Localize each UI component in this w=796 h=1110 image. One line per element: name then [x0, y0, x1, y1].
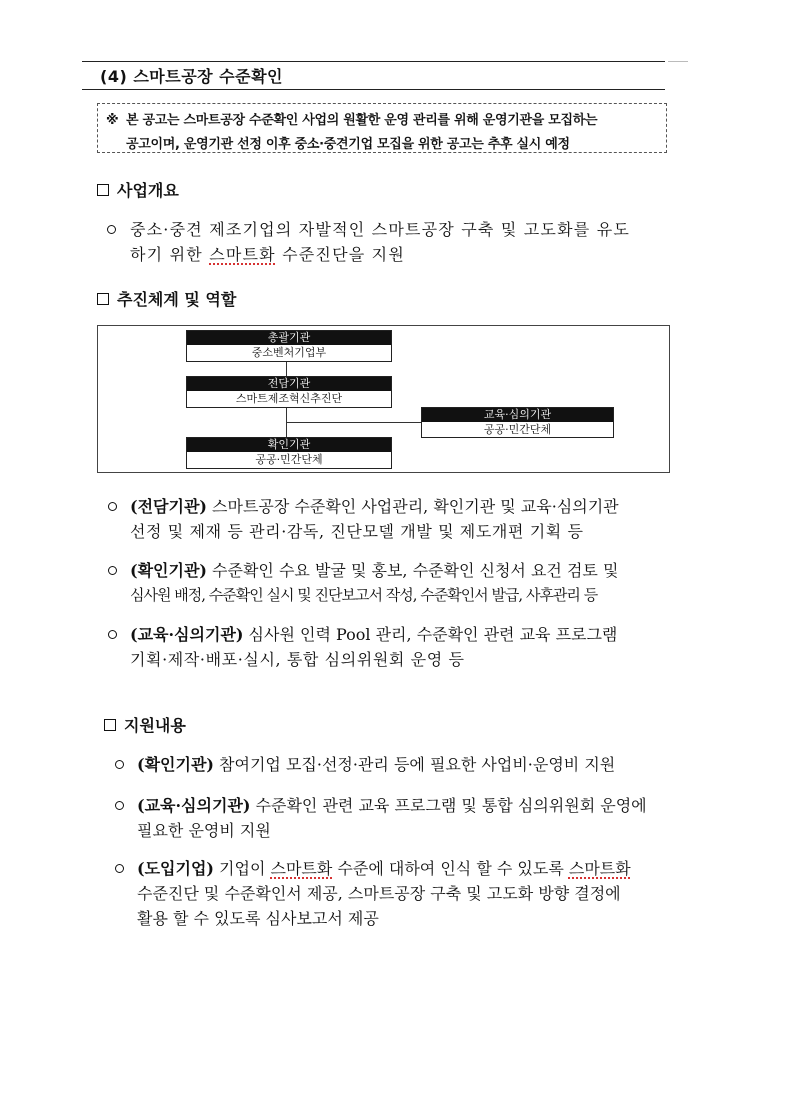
structure-heading	[97, 287, 236, 310]
overview-heading-text: 사업개요	[117, 181, 179, 200]
org-node-general-title: 총괄기관	[187, 331, 391, 345]
support-verification-label: (확인기관)	[137, 755, 214, 774]
role-education-line-2: 기획·제작·배포·실시, 통합 심의위원회 운영 등	[130, 650, 465, 669]
org-node-verification-title: 확인기관	[187, 438, 391, 452]
org-node-verification	[186, 437, 392, 469]
org-node-education	[421, 407, 614, 438]
structure-heading-text: 추진체계 및 역할	[117, 290, 237, 309]
notice-box	[97, 103, 667, 153]
role-dedicated-line-2: 선정 및 제재 등 관리·감독, 진단모델 개발 및 제도개편 기획 등	[130, 522, 584, 541]
support-verification-line	[137, 752, 615, 777]
support-education-text-1: 수준확인 관련 교육 프로그램 및 통합 심의위원회 운영에	[250, 796, 647, 815]
support-heading	[104, 713, 186, 736]
role-dedicated-label: (전담기관)	[130, 497, 207, 516]
support-adopter-text-a: 기업이	[213, 859, 271, 878]
notice-mark: ※	[106, 113, 119, 128]
org-node-verification-body: 공공·민간단체	[255, 453, 323, 466]
checkbox-icon	[104, 719, 116, 731]
support-education-label: (교육·심의기관)	[137, 796, 251, 815]
support-adopter-line-2: 수준진단 및 수준확인서 제공, 스마트공장 구축 및 고도화 방향 결정에	[137, 884, 621, 903]
overview-line-2	[130, 242, 405, 267]
support-adopter-line-1	[137, 856, 631, 881]
support-heading-text: 지원내용	[124, 716, 186, 735]
support-adopter-label: (도입기업)	[137, 859, 214, 878]
role-verification-label: (확인기관)	[130, 561, 207, 580]
role-education-text-1: 심사원 인력 Pool 관리, 수준확인 관련 교육 프로그램	[243, 625, 618, 644]
circle-bullet-icon	[108, 566, 117, 575]
support-adopter-text-d: 스마트화	[568, 859, 631, 878]
org-node-education-title: 교육·심의기관	[422, 408, 613, 422]
org-node-dedicated-body: 스마트제조혁신추진단	[235, 392, 343, 405]
support-adopter-line-3: 활용 할 수 있도록 심사보고서 제공	[137, 909, 379, 928]
support-education-line-2: 필요한 운영비 지원	[137, 821, 271, 840]
connector-line	[286, 422, 421, 423]
support-verification-text: 참여기업 모집·선정·관리 등에 필요한 사업비·운영비 지원	[213, 755, 616, 774]
org-node-dedicated	[186, 376, 392, 408]
notice-line-2: 공고이며, 운영기관 선정 이후 중소·중견기업 모집을 위한 공고는 추후 실시 예정	[126, 137, 570, 152]
circle-bullet-icon	[108, 630, 117, 639]
checkbox-icon	[97, 293, 109, 305]
overview-line-2c: 수준진단을 지원	[275, 245, 405, 264]
role-dedicated-line-1	[130, 494, 619, 519]
org-chart	[97, 325, 670, 473]
section-title: (4) 스마트공장 수준확인	[100, 67, 284, 86]
overview-line-1: 중소·중견 제조기업의 자발적인 스마트공장 구축 및 고도화를 유도	[130, 220, 631, 239]
role-education-label: (교육·심의기관)	[130, 625, 244, 644]
support-adopter-text-b: 스마트화	[270, 859, 333, 878]
support-education-line-1	[137, 793, 647, 818]
circle-bullet-icon	[107, 225, 116, 234]
top-rule-extension	[668, 61, 688, 62]
notice-text	[126, 109, 662, 157]
role-verification-line-1	[130, 558, 618, 583]
role-verification-line-2: 심사원 배정, 수준확인 실시 및 진단보고서 작성, 수준확인서 발급, 사후관리 등	[130, 586, 598, 604]
circle-bullet-icon	[108, 502, 117, 511]
circle-bullet-icon	[115, 760, 124, 769]
org-node-dedicated-title: 전담기관	[187, 377, 391, 391]
overview-line-2a: 하기 위한	[130, 245, 210, 264]
circle-bullet-icon	[115, 864, 124, 873]
checkbox-icon	[97, 184, 109, 196]
role-education-line-1	[130, 622, 617, 647]
role-verification-text-1: 수준확인 수요 발굴 및 홍보, 수준확인 신청서 요건 검토 및	[206, 561, 619, 580]
circle-bullet-icon	[115, 801, 124, 810]
role-dedicated-text-1: 스마트공장 수준확인 사업관리, 확인기관 및 교육·심의기관	[206, 497, 619, 516]
overview-heading	[97, 178, 179, 201]
top-rule	[82, 61, 665, 62]
org-node-general-body: 중소벤처기업부	[251, 346, 327, 359]
support-adopter-text-c: 수준에 대하여 인식 할 수 있도록	[332, 859, 569, 878]
org-node-general	[186, 330, 392, 362]
org-node-education-body: 공공·민간단체	[483, 423, 552, 436]
overview-line-2b: 스마트화	[209, 245, 276, 264]
notice-line-1: 본 공고는 스마트공장 수준확인 사업의 원활한 운영 관리를 위해 운영기관을 모집하는	[126, 113, 598, 128]
title-underline	[82, 89, 665, 90]
